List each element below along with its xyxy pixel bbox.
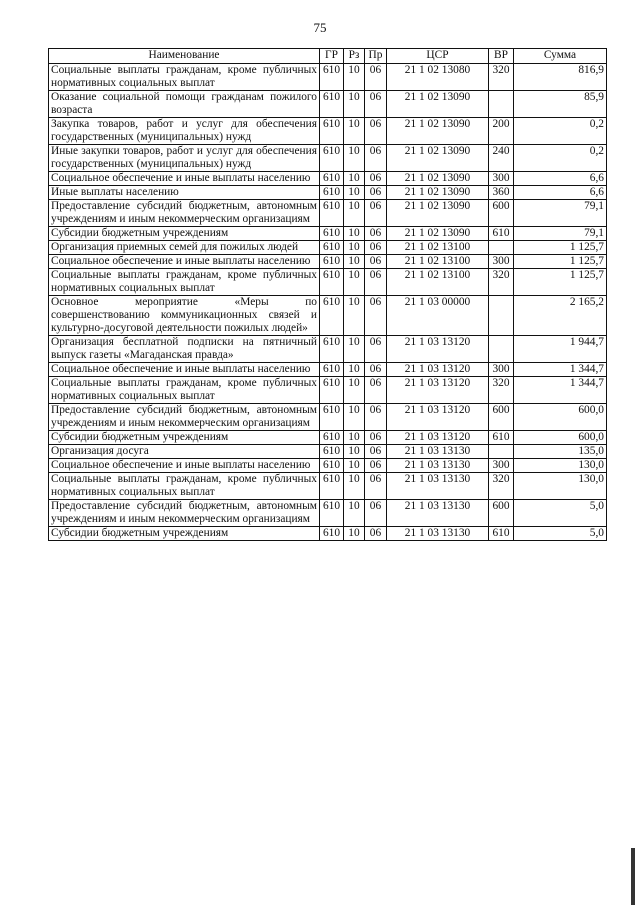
- row-pr-cell: 06: [365, 118, 387, 145]
- row-csr-cell: 21 1 03 13120: [387, 336, 489, 363]
- row-csr-cell: 21 1 02 13080: [387, 64, 489, 91]
- row-vr-cell: [489, 241, 514, 255]
- column-header-sum: Сумма: [514, 49, 607, 64]
- row-pr-cell: 06: [365, 527, 387, 541]
- row-gr-cell: 610: [320, 445, 344, 459]
- table-body: [49, 64, 607, 541]
- row-sum-cell: 0,2: [514, 118, 607, 145]
- row-csr-cell: 21 1 02 13090: [387, 118, 489, 145]
- row-sum-cell: 1 344,7: [514, 377, 607, 404]
- column-header-gr: ГР: [320, 49, 344, 64]
- row-vr-cell: 600: [489, 200, 514, 227]
- row-vr-cell: 240: [489, 145, 514, 172]
- row-csr-cell: 21 1 03 13130: [387, 527, 489, 541]
- table-row: [49, 269, 607, 296]
- table-row: [49, 200, 607, 227]
- table-row: [49, 145, 607, 172]
- row-csr-cell: 21 1 03 00000: [387, 296, 489, 336]
- row-name-cell: Субсидии бюджетным учреждениям: [49, 431, 320, 445]
- row-name-cell: Предоставление субсидий бюджетным, автономным учреждениям и иным некоммерческим организациям: [49, 500, 320, 527]
- row-pr-cell: 06: [365, 404, 387, 431]
- row-name-cell: Социальные выплаты гражданам, кроме публичных нормативных социальных выплат: [49, 377, 320, 404]
- row-pr-cell: 06: [365, 145, 387, 172]
- row-pr-cell: 06: [365, 500, 387, 527]
- row-rz-cell: 10: [344, 404, 365, 431]
- row-csr-cell: 21 1 02 13100: [387, 255, 489, 269]
- row-sum-cell: 1 125,7: [514, 241, 607, 255]
- row-vr-cell: 300: [489, 172, 514, 186]
- row-name-cell: Иные закупки товаров, работ и услуг для обеспечения государственных (муниципальных) нужд: [49, 145, 320, 172]
- row-sum-cell: 79,1: [514, 227, 607, 241]
- page-number: 75: [313, 20, 327, 35]
- row-pr-cell: 06: [365, 91, 387, 118]
- row-pr-cell: 06: [365, 336, 387, 363]
- table-row: [49, 500, 607, 527]
- row-gr-cell: 610: [320, 404, 344, 431]
- row-pr-cell: 06: [365, 269, 387, 296]
- row-vr-cell: 300: [489, 459, 514, 473]
- table-row: [49, 363, 607, 377]
- row-csr-cell: 21 1 03 13130: [387, 459, 489, 473]
- row-sum-cell: 6,6: [514, 186, 607, 200]
- scan-edge-mark: [631, 848, 635, 905]
- row-vr-cell: 320: [489, 64, 514, 91]
- row-rz-cell: 10: [344, 296, 365, 336]
- row-sum-cell: 5,0: [514, 527, 607, 541]
- row-rz-cell: 10: [344, 459, 365, 473]
- row-name-cell: Иные выплаты населению: [49, 186, 320, 200]
- row-sum-cell: 79,1: [514, 200, 607, 227]
- row-csr-cell: 21 1 03 13120: [387, 363, 489, 377]
- row-vr-cell: [489, 296, 514, 336]
- row-pr-cell: 06: [365, 473, 387, 500]
- row-sum-cell: 1 125,7: [514, 255, 607, 269]
- row-pr-cell: 06: [365, 459, 387, 473]
- row-rz-cell: 10: [344, 336, 365, 363]
- row-gr-cell: 610: [320, 363, 344, 377]
- row-gr-cell: 610: [320, 500, 344, 527]
- row-rz-cell: 10: [344, 227, 365, 241]
- row-name-cell: Организация бесплатной подписки на пятничный выпуск газеты «Магаданская правда»: [49, 336, 320, 363]
- table-row: [49, 172, 607, 186]
- row-pr-cell: 06: [365, 186, 387, 200]
- row-pr-cell: 06: [365, 255, 387, 269]
- row-name-cell: Социальное обеспечение и иные выплаты населению: [49, 459, 320, 473]
- row-vr-cell: 610: [489, 431, 514, 445]
- row-name-cell: Оказание социальной помощи гражданам пожилого возраста: [49, 91, 320, 118]
- budget-table: [48, 48, 607, 541]
- row-rz-cell: 10: [344, 269, 365, 296]
- row-vr-cell: 200: [489, 118, 514, 145]
- row-pr-cell: 06: [365, 227, 387, 241]
- row-rz-cell: 10: [344, 145, 365, 172]
- row-vr-cell: 320: [489, 473, 514, 500]
- column-header-name: Наименование: [49, 49, 320, 64]
- row-gr-cell: 610: [320, 296, 344, 336]
- row-rz-cell: 10: [344, 363, 365, 377]
- row-csr-cell: 21 1 02 13090: [387, 91, 489, 118]
- row-name-cell: Субсидии бюджетным учреждениям: [49, 227, 320, 241]
- row-rz-cell: 10: [344, 445, 365, 459]
- table-row: [49, 527, 607, 541]
- row-sum-cell: 135,0: [514, 445, 607, 459]
- row-rz-cell: 10: [344, 118, 365, 145]
- row-name-cell: Субсидии бюджетным учреждениям: [49, 527, 320, 541]
- row-rz-cell: 10: [344, 473, 365, 500]
- row-csr-cell: 21 1 03 13120: [387, 431, 489, 445]
- row-sum-cell: 85,9: [514, 91, 607, 118]
- row-rz-cell: 10: [344, 172, 365, 186]
- table-row: [49, 404, 607, 431]
- column-header-rz: Рз: [344, 49, 365, 64]
- table-row: [49, 118, 607, 145]
- row-sum-cell: 816,9: [514, 64, 607, 91]
- row-rz-cell: 10: [344, 200, 365, 227]
- row-rz-cell: 10: [344, 377, 365, 404]
- row-rz-cell: 10: [344, 91, 365, 118]
- row-pr-cell: 06: [365, 431, 387, 445]
- row-rz-cell: 10: [344, 527, 365, 541]
- row-csr-cell: 21 1 02 13100: [387, 241, 489, 255]
- row-name-cell: Социальные выплаты гражданам, кроме публичных нормативных социальных выплат: [49, 64, 320, 91]
- row-sum-cell: 600,0: [514, 404, 607, 431]
- table-row: [49, 431, 607, 445]
- row-vr-cell: [489, 445, 514, 459]
- row-gr-cell: 610: [320, 241, 344, 255]
- row-vr-cell: [489, 91, 514, 118]
- table-row: [49, 377, 607, 404]
- table-row: [49, 186, 607, 200]
- column-header-vr: ВР: [489, 49, 514, 64]
- row-gr-cell: 610: [320, 527, 344, 541]
- row-gr-cell: 610: [320, 377, 344, 404]
- table-row: [49, 473, 607, 500]
- row-vr-cell: 300: [489, 255, 514, 269]
- row-sum-cell: 0,2: [514, 145, 607, 172]
- row-vr-cell: 320: [489, 377, 514, 404]
- row-rz-cell: 10: [344, 500, 365, 527]
- row-pr-cell: 06: [365, 296, 387, 336]
- row-sum-cell: 130,0: [514, 459, 607, 473]
- table-row: [49, 64, 607, 91]
- row-pr-cell: 06: [365, 445, 387, 459]
- row-gr-cell: 610: [320, 64, 344, 91]
- row-vr-cell: 600: [489, 404, 514, 431]
- row-gr-cell: 610: [320, 200, 344, 227]
- row-rz-cell: 10: [344, 255, 365, 269]
- row-name-cell: Организация досуга: [49, 445, 320, 459]
- table-row: [49, 336, 607, 363]
- table-row: [49, 91, 607, 118]
- row-vr-cell: [489, 336, 514, 363]
- table-row: [49, 227, 607, 241]
- row-csr-cell: 21 1 03 13130: [387, 473, 489, 500]
- row-csr-cell: 21 1 02 13090: [387, 172, 489, 186]
- row-pr-cell: 06: [365, 241, 387, 255]
- row-gr-cell: 610: [320, 269, 344, 296]
- column-header-pr: Пр: [365, 49, 387, 64]
- row-gr-cell: 610: [320, 186, 344, 200]
- row-pr-cell: 06: [365, 172, 387, 186]
- row-gr-cell: 610: [320, 172, 344, 186]
- row-pr-cell: 06: [365, 363, 387, 377]
- table-row: [49, 296, 607, 336]
- row-name-cell: Предоставление субсидий бюджетным, автономным учреждениям и иным некоммерческим организациям: [49, 404, 320, 431]
- row-csr-cell: 21 1 02 13100: [387, 269, 489, 296]
- row-name-cell: Социальное обеспечение и иные выплаты населению: [49, 172, 320, 186]
- row-sum-cell: 600,0: [514, 431, 607, 445]
- row-name-cell: Социальное обеспечение и иные выплаты населению: [49, 255, 320, 269]
- row-csr-cell: 21 1 03 13120: [387, 404, 489, 431]
- row-csr-cell: 21 1 03 13130: [387, 445, 489, 459]
- table-row: [49, 255, 607, 269]
- row-vr-cell: 610: [489, 227, 514, 241]
- row-rz-cell: 10: [344, 431, 365, 445]
- row-name-cell: Закупка товаров, работ и услуг для обеспечения государственных (муниципальных) нужд: [49, 118, 320, 145]
- row-gr-cell: 610: [320, 473, 344, 500]
- row-rz-cell: 10: [344, 186, 365, 200]
- row-sum-cell: 6,6: [514, 172, 607, 186]
- row-vr-cell: 300: [489, 363, 514, 377]
- row-pr-cell: 06: [365, 64, 387, 91]
- row-sum-cell: 2 165,2: [514, 296, 607, 336]
- row-pr-cell: 06: [365, 200, 387, 227]
- row-vr-cell: 600: [489, 500, 514, 527]
- row-sum-cell: 1 344,7: [514, 363, 607, 377]
- table-row: [49, 459, 607, 473]
- row-name-cell: Социальные выплаты гражданам, кроме публичных нормативных социальных выплат: [49, 473, 320, 500]
- row-name-cell: Социальные выплаты гражданам, кроме публичных нормативных социальных выплат: [49, 269, 320, 296]
- row-gr-cell: 610: [320, 336, 344, 363]
- row-sum-cell: 1 944,7: [514, 336, 607, 363]
- row-gr-cell: 610: [320, 145, 344, 172]
- row-csr-cell: 21 1 03 13130: [387, 500, 489, 527]
- row-csr-cell: 21 1 02 13090: [387, 145, 489, 172]
- row-name-cell: Основное мероприятие «Меры по совершенствованию коммуникационных связей и культурно-досуговой деятельности пожилых людей»: [49, 296, 320, 336]
- row-vr-cell: 320: [489, 269, 514, 296]
- table-header-row: [49, 49, 607, 64]
- row-sum-cell: 130,0: [514, 473, 607, 500]
- row-csr-cell: 21 1 02 13090: [387, 186, 489, 200]
- table-row: [49, 445, 607, 459]
- row-csr-cell: 21 1 02 13090: [387, 227, 489, 241]
- row-rz-cell: 10: [344, 64, 365, 91]
- table-row: [49, 241, 607, 255]
- row-csr-cell: 21 1 03 13120: [387, 377, 489, 404]
- row-name-cell: Организация приемных семей для пожилых людей: [49, 241, 320, 255]
- column-header-csr: ЦСР: [387, 49, 489, 64]
- row-gr-cell: 610: [320, 255, 344, 269]
- row-vr-cell: 610: [489, 527, 514, 541]
- row-name-cell: Социальное обеспечение и иные выплаты населению: [49, 363, 320, 377]
- row-gr-cell: 610: [320, 227, 344, 241]
- row-sum-cell: 5,0: [514, 500, 607, 527]
- row-gr-cell: 610: [320, 91, 344, 118]
- row-name-cell: Предоставление субсидий бюджетным, автономным учреждениям и иным некоммерческим организациям: [49, 200, 320, 227]
- row-rz-cell: 10: [344, 241, 365, 255]
- row-gr-cell: 610: [320, 459, 344, 473]
- row-gr-cell: 610: [320, 118, 344, 145]
- row-csr-cell: 21 1 02 13090: [387, 200, 489, 227]
- row-gr-cell: 610: [320, 431, 344, 445]
- row-pr-cell: 06: [365, 377, 387, 404]
- row-sum-cell: 1 125,7: [514, 269, 607, 296]
- row-vr-cell: 360: [489, 186, 514, 200]
